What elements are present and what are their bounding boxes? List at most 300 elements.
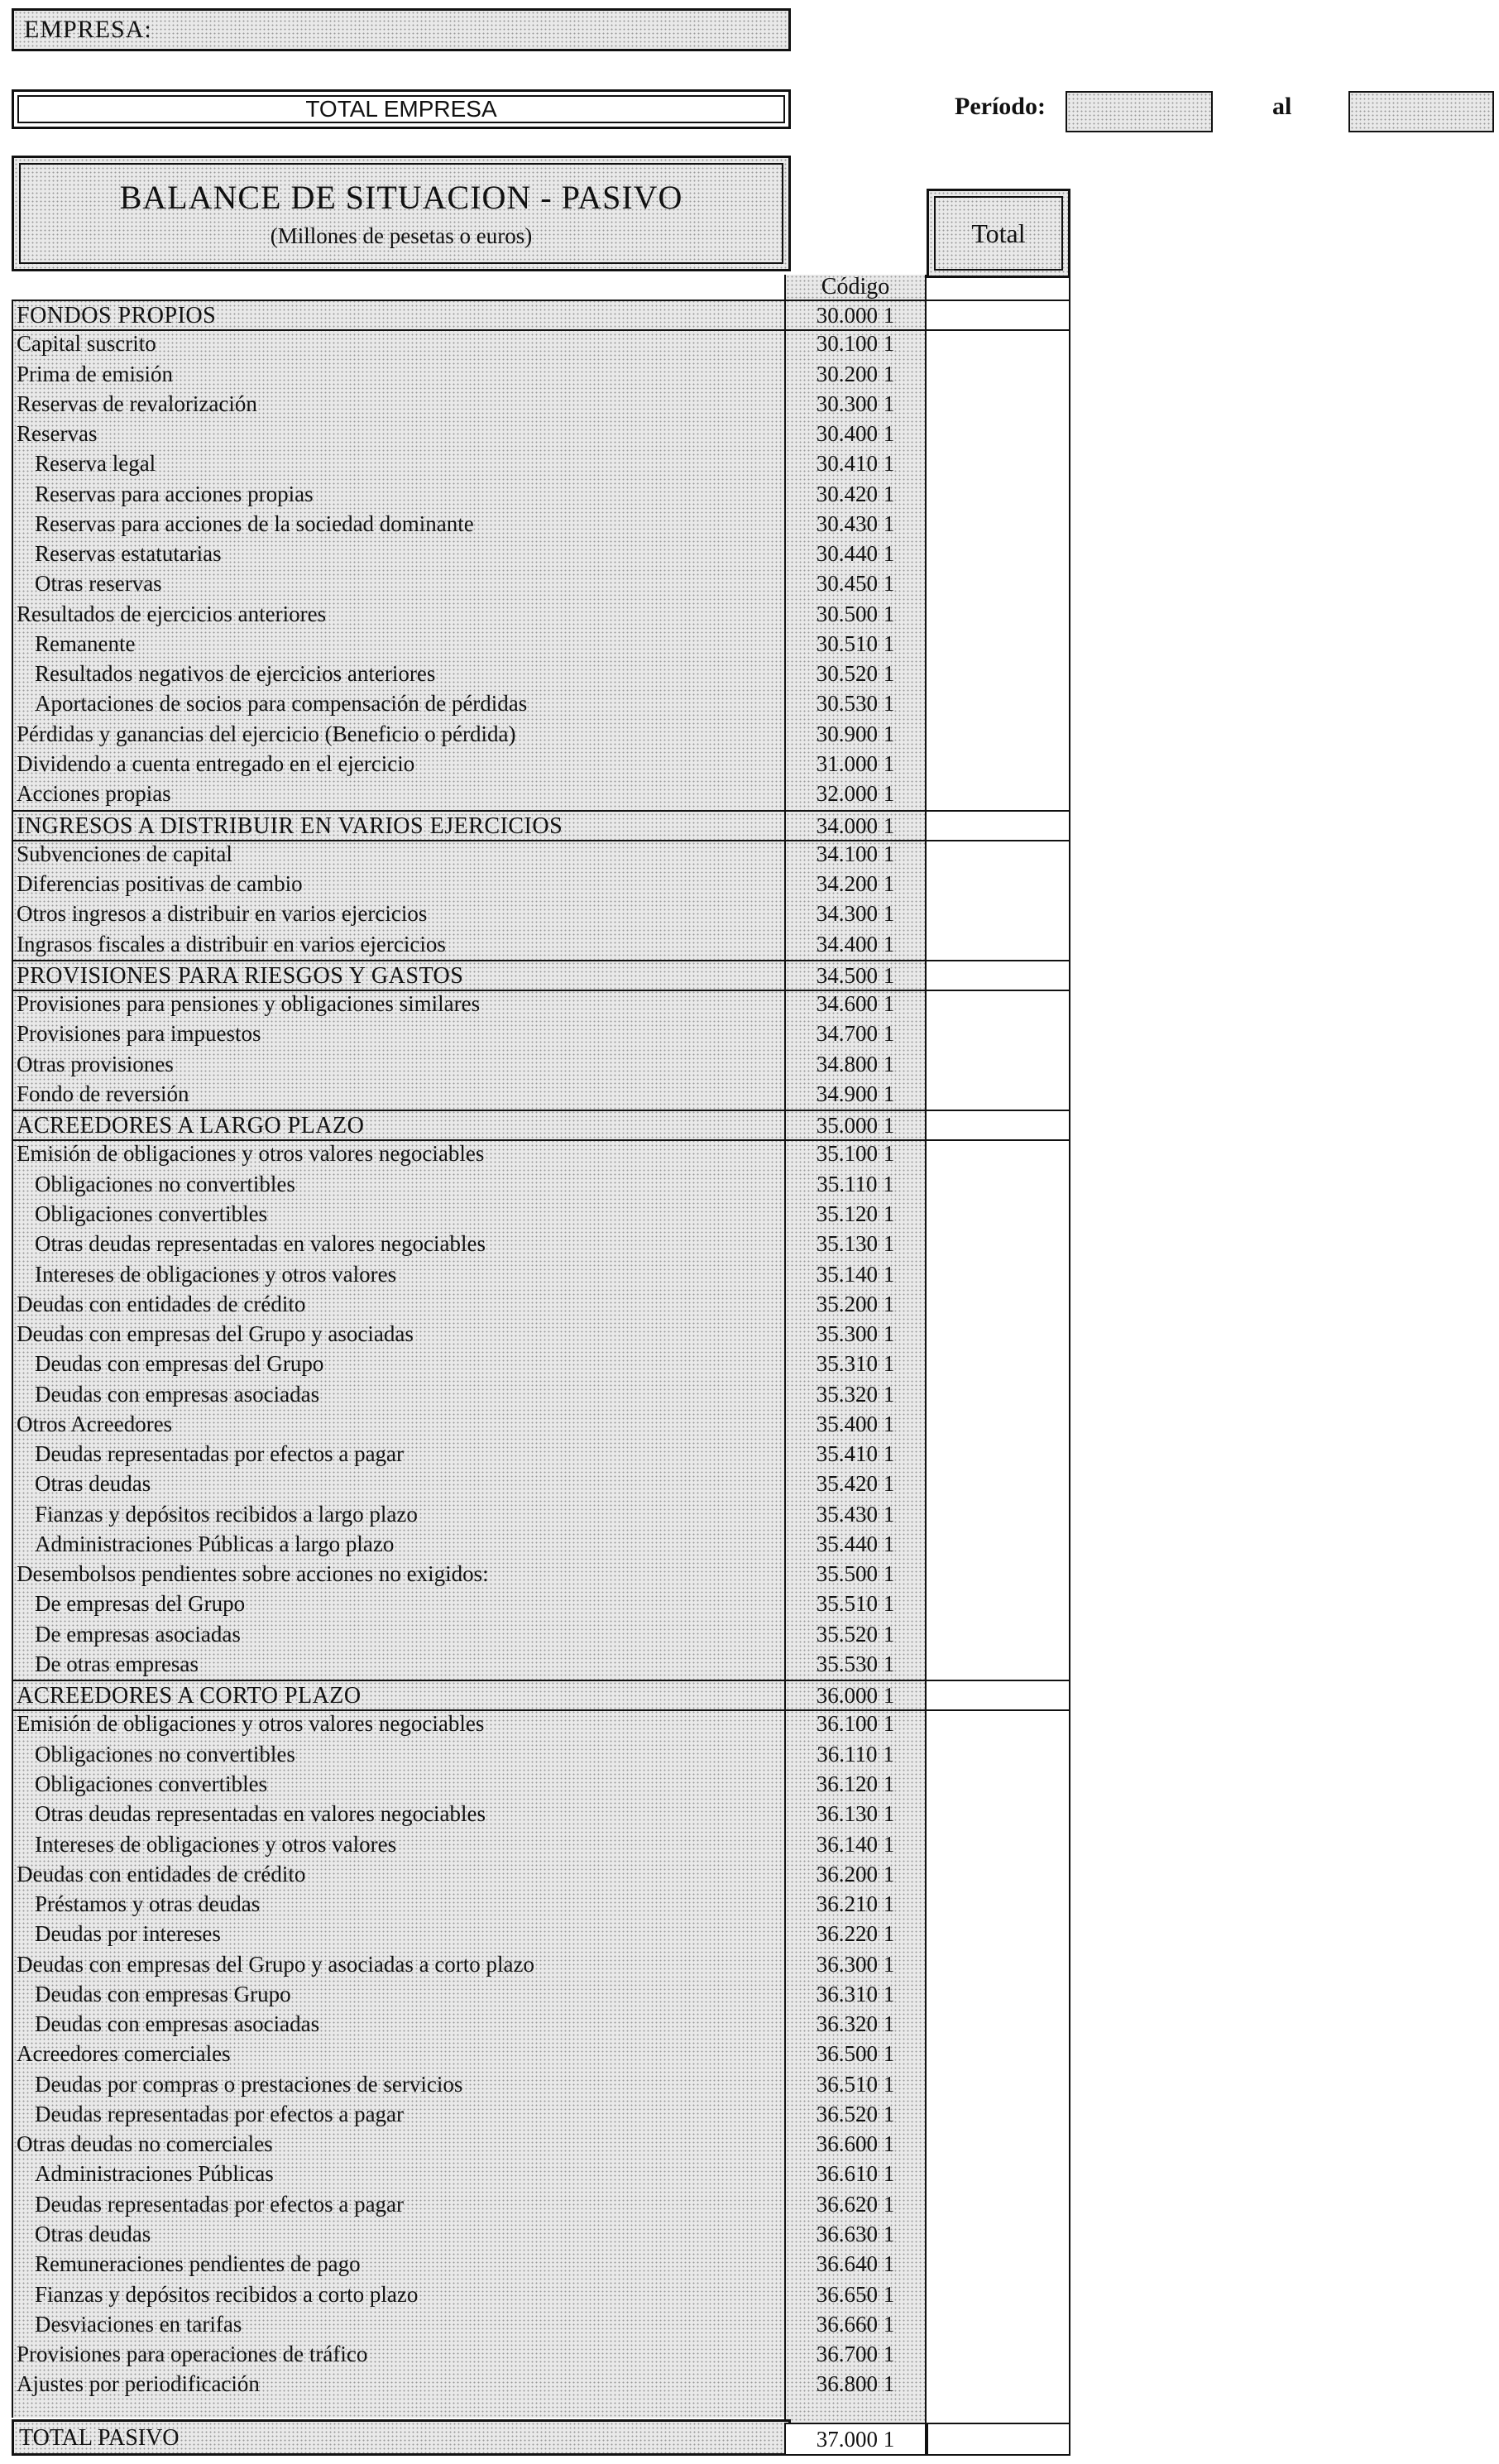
row-code: 36.310 1 (816, 1981, 895, 2006)
total-pasivo-code: 37.000 1 (784, 2423, 927, 2456)
row-code: 30.000 1 (816, 303, 895, 328)
row-label: Otras deudas (35, 2222, 151, 2246)
table-row (12, 1410, 1070, 1440)
row-code: 35.410 1 (816, 1441, 895, 1467)
row-code: 36.800 1 (816, 2371, 895, 2397)
codigo-column-header: Código (821, 274, 890, 300)
section-label: ACREEDORES A CORTO PLAZO (17, 1683, 362, 1709)
table-row (12, 419, 1070, 449)
table-row (12, 1980, 1070, 2010)
row-code: 35.500 1 (816, 1561, 895, 1587)
table-row (12, 2280, 1070, 2310)
row-amount-field[interactable] (927, 659, 1070, 689)
row-code: 35.400 1 (816, 1411, 895, 1436)
table-row (12, 840, 1070, 870)
periodo-from-field[interactable] (1066, 91, 1213, 132)
row-label: Deudas representadas por efectos a pagar (35, 2101, 405, 2126)
row-label: Deudas con empresas del Grupo y asociadas (17, 1321, 414, 1347)
row-amount-field[interactable] (927, 2010, 1070, 2040)
row-label: Reservas para acciones de la sociedad dominante (35, 511, 474, 536)
row-code: 36.320 1 (816, 2011, 895, 2037)
table-row (12, 1380, 1070, 1410)
table-row (12, 899, 1070, 929)
row-code: 35.110 1 (817, 1171, 894, 1196)
row-amount-field[interactable] (927, 2130, 1070, 2160)
row-label: Diferencias positivas de cambio (17, 871, 303, 897)
row-code: 30.430 1 (816, 511, 895, 536)
row-amount-field[interactable] (927, 1440, 1070, 1469)
row-code: 34.800 1 (816, 1051, 895, 1076)
row-label: Administraciones Públicas (35, 2161, 274, 2187)
row-amount-field[interactable] (927, 689, 1070, 719)
table-row (12, 659, 1070, 689)
row-amount-field[interactable] (927, 1500, 1070, 1530)
row-code: 34.300 1 (816, 901, 895, 927)
row-amount-field[interactable] (927, 1589, 1070, 1619)
row-label: Préstamos y otras deudas (35, 1891, 261, 1917)
row-amount-field[interactable] (927, 1290, 1070, 1320)
table-row (12, 510, 1070, 539)
section-label: INGRESOS A DISTRIBUIR EN VARIOS EJERCICIOS (17, 813, 563, 839)
row-label: Reservas (17, 421, 98, 447)
row-amount-field[interactable] (927, 390, 1070, 419)
table-row (12, 2160, 1070, 2189)
table-row (12, 1560, 1070, 1589)
row-amount-field[interactable] (927, 1260, 1070, 1290)
row-code: 36.210 1 (816, 1891, 895, 1917)
row-amount-field[interactable] (927, 899, 1070, 929)
total-pasivo-label: TOTAL PASIVO (19, 2425, 180, 2451)
section-row (12, 1680, 1070, 1709)
row-code: 30.440 1 (816, 541, 895, 567)
row-code: 36.510 1 (816, 2071, 895, 2097)
table-row (12, 1650, 1070, 1680)
row-amount-field[interactable] (927, 630, 1070, 659)
row-label: Otras deudas representadas en valores negociables (35, 1801, 486, 1827)
row-amount-field[interactable] (927, 329, 1070, 359)
row-amount-field[interactable] (927, 1650, 1070, 1680)
row-code: 30.530 1 (816, 691, 895, 717)
table-row (12, 600, 1070, 630)
row-label: Emisión de obligaciones y otros valores negociables (17, 1141, 485, 1167)
row-label: Deudas representadas por efectos a pagar (35, 1441, 405, 1467)
table-row (12, 1620, 1070, 1650)
row-label: Remuneraciones pendientes de pago (35, 2251, 361, 2277)
table-row (12, 1890, 1070, 1920)
row-code: 36.630 1 (816, 2222, 895, 2246)
row-amount-field[interactable] (927, 1890, 1070, 1920)
row-label: Otras provisiones (17, 1051, 174, 1076)
table-row (12, 1139, 1070, 1169)
row-amount-field[interactable] (927, 539, 1070, 569)
table-row (12, 1800, 1070, 1829)
row-amount-field[interactable] (927, 930, 1070, 960)
row-amount-field[interactable] (927, 720, 1070, 750)
row-amount-field[interactable] (927, 1740, 1070, 1770)
row-code: 36.220 1 (816, 1921, 895, 1947)
row-code: 36.110 1 (817, 1741, 894, 1767)
row-amount-field[interactable] (927, 1410, 1070, 1440)
row-label: Intereses de obligaciones y otros valores (35, 1831, 397, 1857)
row-amount-field[interactable] (927, 2190, 1070, 2220)
row-code: 36.520 1 (816, 2101, 895, 2126)
row-code: 34.400 1 (816, 931, 895, 956)
row-label: Otras deudas (35, 1471, 151, 1497)
total-column-header-box (927, 189, 1070, 278)
row-code: 36.000 1 (816, 1683, 895, 1709)
row-code: 30.500 1 (816, 601, 895, 626)
row-amount-field[interactable] (927, 2100, 1070, 2130)
row-label: Intereses de obligaciones y otros valores (35, 1261, 397, 1287)
table-row (12, 1230, 1070, 1259)
row-code: 30.420 1 (816, 481, 895, 506)
row-amount-field[interactable] (927, 1469, 1070, 1499)
row-code: 34.500 1 (816, 962, 895, 988)
row-code: 35.000 1 (816, 1113, 895, 1139)
table-row (12, 930, 1070, 960)
row-amount-field[interactable] (927, 1111, 1070, 1139)
row-label: Otras deudas no comerciales (17, 2131, 273, 2157)
row-code: 36.130 1 (816, 1801, 895, 1827)
table-row (12, 1469, 1070, 1499)
row-label: Reservas de revalorización (17, 391, 257, 416)
row-label: Resultados negativos de ejercicios anteriores (35, 661, 436, 687)
row-code: 30.100 1 (816, 331, 895, 357)
row-label: Subvenciones de capital (17, 841, 232, 866)
row-code: 30.900 1 (816, 721, 895, 746)
empresa-label: EMPRESA: (24, 16, 152, 43)
table-row (12, 1080, 1070, 1110)
row-label: Deudas con entidades de crédito (17, 1291, 306, 1316)
row-amount-field[interactable] (927, 1800, 1070, 1829)
title-box (12, 156, 791, 271)
row-amount-field[interactable] (927, 1560, 1070, 1589)
row-label: Remanente (35, 630, 136, 656)
table-row (12, 1440, 1070, 1469)
row-code: 36.610 1 (816, 2161, 895, 2187)
row-label: Ajustes por periodificación (17, 2371, 260, 2397)
row-code: 35.430 1 (816, 1501, 895, 1527)
row-amount-field[interactable] (927, 360, 1070, 390)
table-row (12, 1170, 1070, 1200)
section-label: ACREEDORES A LARGO PLAZO (17, 1113, 365, 1139)
row-amount-field[interactable] (927, 1770, 1070, 1800)
row-label: Deudas por intereses (35, 1921, 221, 1947)
periodo-to-field[interactable] (1348, 91, 1494, 132)
row-code: 36.640 1 (816, 2251, 895, 2277)
row-label: Otras reservas (35, 571, 162, 597)
row-label: Provisiones para impuestos (17, 1021, 261, 1047)
row-code: 35.100 1 (816, 1141, 895, 1167)
table-row (12, 1500, 1070, 1530)
row-code: 36.300 1 (816, 1951, 895, 1977)
row-label: Prima de emisión (17, 361, 173, 386)
row-amount-field[interactable] (927, 1080, 1070, 1110)
row-code: 36.200 1 (816, 1861, 895, 1886)
row-amount-field[interactable] (927, 1980, 1070, 2010)
row-amount-field[interactable] (927, 961, 1070, 990)
table-row (12, 390, 1070, 419)
row-amount-field[interactable] (927, 2280, 1070, 2310)
page-title: BALANCE DE SITUACION - PASIVO (119, 179, 683, 216)
section-row (12, 300, 1070, 329)
row-label: Reservas para acciones propias (35, 481, 314, 506)
row-label: Administraciones Públicas a largo plazo (35, 1531, 395, 1556)
row-amount-field[interactable] (927, 2070, 1070, 2100)
row-amount-field[interactable] (927, 1200, 1070, 1230)
row-amount-field[interactable] (927, 750, 1070, 779)
row-label: Pérdidas y ganancias del ejercicio (Beneficio o pérdida) (17, 721, 516, 746)
row-label: Capital suscrito (17, 331, 156, 357)
row-amount-field[interactable] (927, 1349, 1070, 1379)
section-row (12, 960, 1070, 990)
row-amount-field[interactable] (927, 2250, 1070, 2279)
row-code: 34.900 1 (816, 1081, 895, 1106)
balance-table (12, 300, 1070, 2400)
table-row (12, 2190, 1070, 2220)
row-label: Reserva legal (35, 451, 156, 477)
section-row (12, 810, 1070, 840)
total-column-header: Total (934, 196, 1063, 271)
row-label: Provisiones para pensiones y obligaciones similares (17, 991, 481, 1017)
row-amount-field[interactable] (927, 449, 1070, 479)
row-code: 35.530 1 (816, 1651, 895, 1676)
row-label: Emisión de obligaciones y otros valores negociables (17, 1711, 485, 1737)
table-row (12, 720, 1070, 750)
row-label: Deudas con empresas asociadas (35, 1381, 320, 1407)
row-amount-field[interactable] (927, 1620, 1070, 1650)
row-code: 35.310 1 (816, 1351, 895, 1377)
row-amount-field[interactable] (927, 1139, 1070, 1169)
section-row (12, 1110, 1070, 1139)
row-code: 34.200 1 (816, 871, 895, 897)
row-code: 36.140 1 (816, 1831, 895, 1857)
row-code: 36.650 1 (816, 2281, 895, 2307)
row-amount-field[interactable] (927, 480, 1070, 510)
row-code: 30.520 1 (816, 661, 895, 687)
row-label: Fianzas y depósitos recibidos a corto plazo (35, 2281, 419, 2307)
row-amount-field[interactable] (927, 2220, 1070, 2250)
row-code: 36.500 1 (816, 2041, 895, 2067)
table-row (12, 1530, 1070, 1560)
row-label: Obligaciones convertibles (35, 1771, 268, 1797)
row-code: 30.200 1 (816, 361, 895, 386)
row-amount-field[interactable] (927, 2040, 1070, 2069)
section-label: PROVISIONES PARA RIESGOS Y GASTOS (17, 962, 464, 989)
row-label: Deudas con empresas del Grupo (35, 1351, 324, 1377)
row-label: Ingrasos fiscales a distribuir en varios ejercicios (17, 931, 446, 956)
row-amount-field[interactable] (927, 2160, 1070, 2189)
table-row (12, 329, 1070, 359)
table-row (12, 870, 1070, 899)
row-label: Obligaciones no convertibles (35, 1741, 295, 1767)
table-row (12, 1290, 1070, 1320)
table-row (12, 539, 1070, 569)
row-code: 35.420 1 (816, 1471, 895, 1497)
row-code: 31.000 1 (816, 750, 895, 776)
row-code: 35.130 1 (816, 1231, 895, 1257)
row-amount-field[interactable] (927, 301, 1070, 329)
row-label: Deudas con empresas asociadas (35, 2011, 320, 2037)
table-row (12, 2040, 1070, 2069)
table-row (12, 2250, 1070, 2279)
table-row (12, 1349, 1070, 1379)
table-row (12, 2070, 1070, 2100)
table-row (12, 1019, 1070, 1049)
row-amount-field[interactable] (927, 1950, 1070, 1980)
table-row (12, 1830, 1070, 1860)
row-label: Obligaciones no convertibles (35, 1171, 295, 1196)
row-amount-field[interactable] (927, 510, 1070, 539)
row-label: Resultados de ejercicios anteriores (17, 601, 327, 626)
table-row (12, 1320, 1070, 1349)
row-label: Deudas con empresas Grupo (35, 1981, 291, 2006)
row-code: 35.200 1 (816, 1291, 895, 1316)
total-empresa-title: TOTAL EMPRESA (17, 95, 785, 123)
table-row (12, 2130, 1070, 2160)
row-label: De otras empresas (35, 1651, 199, 1676)
row-label: Otros ingresos a distribuir en varios ejercicios (17, 901, 428, 927)
table-row (12, 1860, 1070, 1890)
row-label: Deudas representadas por efectos a pagar (35, 2191, 405, 2217)
row-label: Reservas estatutarias (35, 541, 222, 567)
total-pasivo-amount-field[interactable] (927, 2423, 1070, 2456)
row-label: Provisiones para operaciones de tráfico (17, 2342, 368, 2367)
row-code: 32.000 1 (816, 781, 895, 807)
row-amount-field[interactable] (927, 1860, 1070, 1890)
table-row (12, 990, 1070, 1019)
table-row (12, 1950, 1070, 1980)
row-label: Dividendo a cuenta entregado en el ejercicio (17, 750, 415, 776)
row-label: Otros Acreedores (17, 1411, 173, 1436)
table-row (12, 2310, 1070, 2340)
page-subtitle: (Millones de pesetas o euros) (270, 223, 533, 248)
table-row (12, 750, 1070, 779)
row-label: Desembolsos pendientes sobre acciones no exigidos: (17, 1561, 489, 1587)
row-amount-field[interactable] (927, 1530, 1070, 1560)
row-code: 36.660 1 (816, 2311, 895, 2337)
table-row (12, 2340, 1070, 2370)
row-amount-field[interactable] (927, 2310, 1070, 2340)
table-row (12, 630, 1070, 659)
row-code: 34.700 1 (816, 1021, 895, 1047)
row-amount-field[interactable] (927, 870, 1070, 899)
row-amount-field[interactable] (927, 1830, 1070, 1860)
table-row (12, 480, 1070, 510)
row-label: Otras deudas representadas en valores negociables (35, 1231, 486, 1257)
table-row (12, 2220, 1070, 2250)
table-row (12, 1050, 1070, 1080)
title-inner (19, 163, 783, 264)
table-row (12, 1589, 1070, 1619)
empresa-box[interactable] (12, 8, 791, 51)
row-amount-field[interactable] (927, 1230, 1070, 1259)
row-code: 30.400 1 (816, 421, 895, 447)
row-code: 35.320 1 (816, 1381, 895, 1407)
row-amount-field[interactable] (927, 2370, 1070, 2399)
table-row (12, 2010, 1070, 2040)
row-amount-field[interactable] (927, 569, 1070, 599)
row-amount-field[interactable] (927, 1709, 1070, 1739)
row-amount-field[interactable] (927, 1050, 1070, 1080)
total-pasivo-row (12, 2419, 791, 2456)
row-amount-field[interactable] (927, 1019, 1070, 1049)
row-amount-field[interactable] (927, 1681, 1070, 1709)
row-code: 36.600 1 (816, 2131, 895, 2157)
row-code: 30.510 1 (816, 630, 895, 656)
row-label: Deudas por compras o prestaciones de servicios (35, 2071, 463, 2097)
row-code: 34.100 1 (816, 841, 895, 866)
section-label: FONDOS PROPIOS (17, 303, 217, 328)
row-code: 36.100 1 (816, 1711, 895, 1737)
row-amount-field[interactable] (927, 1920, 1070, 1949)
row-amount-field[interactable] (927, 812, 1070, 840)
table-row (12, 2370, 1070, 2399)
row-code: 34.600 1 (816, 991, 895, 1017)
row-code: 36.700 1 (816, 2342, 895, 2367)
row-code: 35.520 1 (816, 1621, 895, 1647)
row-label: Fondo de reversión (17, 1081, 189, 1106)
row-amount-field[interactable] (927, 1170, 1070, 1200)
row-label: Aportaciones de socios para compensación de pérdidas (35, 691, 528, 717)
periodo-label: Período: (955, 93, 1046, 120)
table-row (12, 569, 1070, 599)
row-amount-field[interactable] (927, 600, 1070, 630)
row-amount-field[interactable] (927, 1380, 1070, 1410)
row-code: 35.140 1 (816, 1261, 895, 1287)
row-code: 35.300 1 (816, 1321, 895, 1347)
row-code: 36.620 1 (816, 2191, 895, 2217)
table-row (12, 1770, 1070, 1800)
row-label: Deudas con empresas del Grupo y asociadas a corto plazo (17, 1951, 535, 1977)
table-row (12, 1260, 1070, 1290)
row-label: Desviaciones en tarifas (35, 2311, 242, 2337)
row-code: 30.410 1 (816, 451, 895, 477)
table-row (12, 779, 1070, 809)
row-amount-field[interactable] (927, 419, 1070, 449)
table-row (12, 449, 1070, 479)
total-empresa-box (12, 89, 791, 129)
table-row (12, 1740, 1070, 1770)
row-amount-field[interactable] (927, 2340, 1070, 2370)
table-row (12, 1709, 1070, 1739)
row-code: 30.450 1 (816, 571, 895, 597)
row-code: 34.000 1 (816, 813, 895, 838)
table-row (12, 2100, 1070, 2130)
table-row (12, 1200, 1070, 1230)
row-amount-field[interactable] (927, 990, 1070, 1019)
row-amount-field[interactable] (927, 779, 1070, 809)
row-amount-field[interactable] (927, 840, 1070, 870)
row-code: 35.510 1 (816, 1591, 895, 1617)
row-label: Acciones propias (17, 781, 171, 807)
row-label: Acreedores comerciales (17, 2041, 231, 2067)
row-code: 35.440 1 (816, 1531, 895, 1556)
row-code: 36.120 1 (816, 1771, 895, 1797)
periodo-al-label: al (1272, 93, 1292, 120)
row-label: Deudas con entidades de crédito (17, 1861, 306, 1886)
row-label: Fianzas y depósitos recibidos a largo plazo (35, 1501, 418, 1527)
row-amount-field[interactable] (927, 1320, 1070, 1349)
table-row (12, 360, 1070, 390)
row-code: 35.120 1 (816, 1201, 895, 1226)
row-label: De empresas asociadas (35, 1621, 241, 1647)
table-row (12, 1920, 1070, 1949)
table-row (12, 689, 1070, 719)
row-code: 30.300 1 (816, 391, 895, 416)
row-label: De empresas del Grupo (35, 1591, 246, 1617)
row-label: Obligaciones convertibles (35, 1201, 268, 1226)
